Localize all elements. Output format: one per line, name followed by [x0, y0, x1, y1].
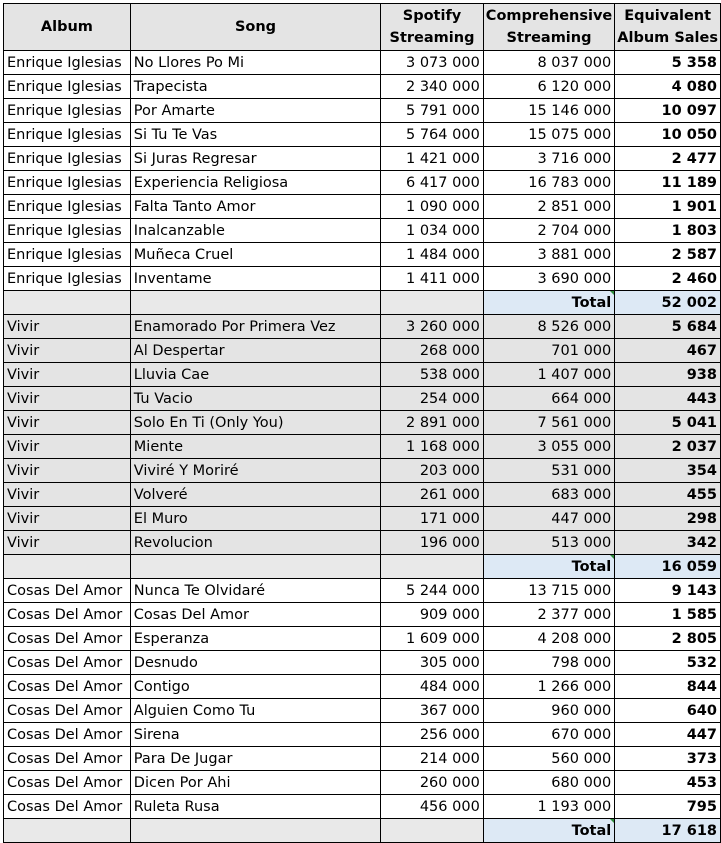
equivalent-album-sales-cell[interactable]: 795 — [615, 795, 721, 819]
spotify-streaming-cell[interactable]: 2 891 000 — [381, 411, 484, 435]
equivalent-album-sales-cell[interactable]: 532 — [615, 651, 721, 675]
comprehensive-streaming-cell[interactable]: 7 561 000 — [483, 411, 614, 435]
song-cell[interactable]: El Muro — [130, 507, 380, 531]
album-cell[interactable]: Enrique Iglesias — [4, 51, 131, 75]
song-cell[interactable]: Enamorado Por Primera Vez — [130, 315, 380, 339]
empty-cell[interactable] — [130, 555, 380, 579]
equivalent-album-sales-cell[interactable]: 447 — [615, 723, 721, 747]
spotify-streaming-cell[interactable]: 2 340 000 — [381, 75, 484, 99]
equivalent-album-sales-cell[interactable]: 640 — [615, 699, 721, 723]
equivalent-album-sales-cell[interactable]: 373 — [615, 747, 721, 771]
song-cell[interactable]: Viviré Y Moriré — [130, 459, 380, 483]
spotify-streaming-cell[interactable]: 1 090 000 — [381, 195, 484, 219]
equivalent-album-sales-cell[interactable]: 4 080 — [615, 75, 721, 99]
spotify-streaming-cell[interactable]: 203 000 — [381, 459, 484, 483]
equivalent-album-sales-cell[interactable]: 1 803 — [615, 219, 721, 243]
album-cell[interactable]: Vivir — [4, 507, 131, 531]
total-row — [4, 291, 721, 315]
comprehensive-streaming-cell[interactable]: 8 037 000 — [483, 51, 614, 75]
table-row — [4, 219, 721, 243]
equivalent-album-sales-cell[interactable]: 5 358 — [615, 51, 721, 75]
error-indicator-icon — [609, 555, 615, 561]
header-spotify-line2: Streaming — [389, 30, 475, 46]
table-row — [4, 603, 721, 627]
song-cell[interactable]: Falta Tanto Amor — [130, 195, 380, 219]
spotify-streaming-cell[interactable]: 538 000 — [381, 363, 484, 387]
comprehensive-streaming-cell[interactable]: 798 000 — [483, 651, 614, 675]
table-row — [4, 651, 721, 675]
comprehensive-streaming-cell[interactable]: 2 704 000 — [483, 219, 614, 243]
equivalent-album-sales-cell[interactable]: 2 477 — [615, 147, 721, 171]
header-equivalent-line1: Equivalent — [624, 8, 712, 24]
table-row — [4, 363, 721, 387]
table-row — [4, 51, 721, 75]
album-cell[interactable]: Vivir — [4, 435, 131, 459]
equivalent-album-sales-cell[interactable]: 9 143 — [615, 579, 721, 603]
equivalent-album-sales-cell[interactable]: 1 901 — [615, 195, 721, 219]
comprehensive-streaming-cell[interactable]: 670 000 — [483, 723, 614, 747]
total-label-cell[interactable] — [483, 555, 614, 579]
empty-cell[interactable] — [130, 819, 380, 843]
song-cell[interactable]: Sirena — [130, 723, 380, 747]
empty-cell[interactable] — [130, 291, 380, 315]
spotify-streaming-cell[interactable]: 256 000 — [381, 723, 484, 747]
table-row — [4, 171, 721, 195]
spotify-streaming-cell[interactable]: 909 000 — [381, 603, 484, 627]
equivalent-album-sales-cell[interactable]: 354 — [615, 459, 721, 483]
album-cell[interactable]: Enrique Iglesias — [4, 171, 131, 195]
song-cell[interactable]: Dicen Por Ahi — [130, 771, 380, 795]
comprehensive-streaming-cell[interactable]: 3 881 000 — [483, 243, 614, 267]
spotify-streaming-cell[interactable]: 5 764 000 — [381, 123, 484, 147]
album-cell[interactable]: Cosas Del Amor — [4, 747, 131, 771]
header-equivalent-line2: Album Sales — [617, 30, 718, 46]
comprehensive-streaming-cell[interactable]: 6 120 000 — [483, 75, 614, 99]
header-comprehensive-streaming[interactable] — [483, 4, 614, 51]
comprehensive-streaming-cell[interactable]: 531 000 — [483, 459, 614, 483]
table-row — [4, 723, 721, 747]
total-value-cell[interactable]: 52 002 — [615, 291, 721, 315]
comprehensive-streaming-cell[interactable]: 3 716 000 — [483, 147, 614, 171]
album-cell[interactable]: Enrique Iglesias — [4, 99, 131, 123]
song-cell[interactable]: Al Despertar — [130, 339, 380, 363]
equivalent-album-sales-cell[interactable]: 5 041 — [615, 411, 721, 435]
empty-cell[interactable] — [381, 291, 484, 315]
table-row — [4, 75, 721, 99]
album-cell[interactable]: Cosas Del Amor — [4, 603, 131, 627]
album-cell[interactable]: Vivir — [4, 483, 131, 507]
song-cell[interactable]: Esperanza — [130, 627, 380, 651]
album-cell[interactable]: Cosas Del Amor — [4, 771, 131, 795]
song-cell[interactable]: Volveré — [130, 483, 380, 507]
album-cell[interactable]: Enrique Iglesias — [4, 219, 131, 243]
song-cell[interactable]: Revolucion — [130, 531, 380, 555]
total-label-cell[interactable] — [483, 291, 614, 315]
table-row — [4, 243, 721, 267]
spotify-streaming-cell[interactable]: 254 000 — [381, 387, 484, 411]
header-equivalent-album-sales[interactable] — [615, 4, 721, 51]
song-cell[interactable]: Inalcanzable — [130, 219, 380, 243]
comprehensive-streaming-cell[interactable]: 701 000 — [483, 339, 614, 363]
comprehensive-streaming-cell[interactable]: 513 000 — [483, 531, 614, 555]
spotify-streaming-cell[interactable]: 367 000 — [381, 699, 484, 723]
spotify-streaming-cell[interactable]: 484 000 — [381, 675, 484, 699]
comprehensive-streaming-cell[interactable]: 2 377 000 — [483, 603, 614, 627]
album-cell[interactable]: Cosas Del Amor — [4, 795, 131, 819]
song-cell[interactable]: Miente — [130, 435, 380, 459]
song-cell[interactable]: Desnudo — [130, 651, 380, 675]
total-value-cell[interactable]: 16 059 — [615, 555, 721, 579]
spotify-streaming-cell[interactable]: 1 168 000 — [381, 435, 484, 459]
empty-cell[interactable] — [4, 555, 131, 579]
empty-cell[interactable] — [4, 819, 131, 843]
song-cell[interactable]: Lluvia Cae — [130, 363, 380, 387]
spotify-streaming-cell[interactable]: 268 000 — [381, 339, 484, 363]
table-row — [4, 411, 721, 435]
table-row — [4, 795, 721, 819]
album-cell[interactable]: Vivir — [4, 411, 131, 435]
album-cell[interactable]: Vivir — [4, 315, 131, 339]
table-row — [4, 123, 721, 147]
empty-cell[interactable] — [381, 555, 484, 579]
table-row — [4, 675, 721, 699]
song-cell[interactable]: No Llores Po Mi — [130, 51, 380, 75]
song-cell[interactable]: Nunca Te Olvidaré — [130, 579, 380, 603]
album-cell[interactable]: Vivir — [4, 363, 131, 387]
album-cell[interactable]: Vivir — [4, 387, 131, 411]
table-row — [4, 699, 721, 723]
comprehensive-streaming-cell[interactable]: 13 715 000 — [483, 579, 614, 603]
empty-cell[interactable] — [381, 819, 484, 843]
equivalent-album-sales-cell[interactable]: 938 — [615, 363, 721, 387]
empty-cell[interactable] — [4, 291, 131, 315]
album-cell[interactable]: Cosas Del Amor — [4, 699, 131, 723]
equivalent-album-sales-cell[interactable]: 1 585 — [615, 603, 721, 627]
song-cell[interactable]: Cosas Del Amor — [130, 603, 380, 627]
spotify-streaming-cell[interactable]: 214 000 — [381, 747, 484, 771]
album-cell[interactable]: Enrique Iglesias — [4, 267, 131, 291]
song-cell[interactable]: Solo En Ti (Only You) — [130, 411, 380, 435]
equivalent-album-sales-cell[interactable]: 2 037 — [615, 435, 721, 459]
song-cell[interactable]: Trapecista — [130, 75, 380, 99]
header-spotify-streaming[interactable] — [381, 4, 484, 51]
song-cell[interactable]: Por Amarte — [130, 99, 380, 123]
table-row — [4, 99, 721, 123]
table-row — [4, 339, 721, 363]
song-cell[interactable]: Experiencia Religiosa — [130, 171, 380, 195]
spotify-streaming-cell[interactable]: 260 000 — [381, 771, 484, 795]
spotify-streaming-cell[interactable]: 1 411 000 — [381, 267, 484, 291]
total-label: Total — [571, 294, 612, 311]
spotify-streaming-cell[interactable]: 1 421 000 — [381, 147, 484, 171]
song-cell[interactable]: Tu Vacio — [130, 387, 380, 411]
album-cell[interactable]: Cosas Del Amor — [4, 651, 131, 675]
spotify-streaming-cell[interactable]: 261 000 — [381, 483, 484, 507]
error-indicator-icon — [609, 819, 615, 825]
album-cell[interactable]: Cosas Del Amor — [4, 723, 131, 747]
equivalent-album-sales-cell[interactable]: 844 — [615, 675, 721, 699]
table-row — [4, 315, 721, 339]
spotify-streaming-cell[interactable]: 456 000 — [381, 795, 484, 819]
spotify-streaming-cell[interactable]: 196 000 — [381, 531, 484, 555]
comprehensive-streaming-cell[interactable]: 960 000 — [483, 699, 614, 723]
total-label: Total — [571, 822, 612, 839]
table-row — [4, 507, 721, 531]
equivalent-album-sales-cell[interactable]: 10 097 — [615, 99, 721, 123]
table-row — [4, 459, 721, 483]
spotify-streaming-cell[interactable]: 5 244 000 — [381, 579, 484, 603]
equivalent-album-sales-cell[interactable]: 11 189 — [615, 171, 721, 195]
table-header — [4, 4, 721, 51]
table-row — [4, 387, 721, 411]
comprehensive-streaming-cell[interactable]: 1 266 000 — [483, 675, 614, 699]
album-cell[interactable]: Enrique Iglesias — [4, 75, 131, 99]
total-value-cell[interactable]: 17 618 — [615, 819, 721, 843]
comprehensive-streaming-cell[interactable]: 3 690 000 — [483, 267, 614, 291]
sales-table — [3, 3, 721, 843]
spotify-streaming-cell[interactable]: 171 000 — [381, 507, 484, 531]
comprehensive-streaming-cell[interactable]: 15 146 000 — [483, 99, 614, 123]
comprehensive-streaming-cell[interactable]: 447 000 — [483, 507, 614, 531]
table-row — [4, 483, 721, 507]
spotify-streaming-cell[interactable]: 6 417 000 — [381, 171, 484, 195]
table-row — [4, 147, 721, 171]
equivalent-album-sales-cell[interactable]: 453 — [615, 771, 721, 795]
total-label-cell[interactable] — [483, 819, 614, 843]
table-row — [4, 747, 721, 771]
table-row — [4, 627, 721, 651]
song-cell[interactable]: Alguien Como Tu — [130, 699, 380, 723]
equivalent-album-sales-cell[interactable]: 467 — [615, 339, 721, 363]
header-spotify-line1: Spotify — [402, 8, 462, 24]
song-cell[interactable]: Muñeca Cruel — [130, 243, 380, 267]
header-comprehensive-line1: Comprehensive — [485, 8, 613, 24]
song-cell[interactable]: Para De Jugar — [130, 747, 380, 771]
spotify-streaming-cell[interactable]: 1 034 000 — [381, 219, 484, 243]
table-body — [4, 51, 721, 843]
table-row — [4, 579, 721, 603]
album-cell[interactable]: Vivir — [4, 339, 131, 363]
album-cell[interactable]: Vivir — [4, 531, 131, 555]
comprehensive-streaming-cell[interactable]: 4 208 000 — [483, 627, 614, 651]
song-cell[interactable]: Contigo — [130, 675, 380, 699]
equivalent-album-sales-cell[interactable]: 455 — [615, 483, 721, 507]
table-row — [4, 435, 721, 459]
spotify-streaming-cell[interactable]: 305 000 — [381, 651, 484, 675]
equivalent-album-sales-cell[interactable]: 342 — [615, 531, 721, 555]
comprehensive-streaming-cell[interactable]: 8 526 000 — [483, 315, 614, 339]
error-indicator-icon — [609, 291, 615, 297]
album-cell[interactable]: Cosas Del Amor — [4, 675, 131, 699]
equivalent-album-sales-cell[interactable]: 443 — [615, 387, 721, 411]
header-song[interactable]: Song — [130, 4, 380, 51]
song-cell[interactable]: Inventame — [130, 267, 380, 291]
album-cell[interactable]: Enrique Iglesias — [4, 243, 131, 267]
album-cell[interactable]: Cosas Del Amor — [4, 627, 131, 651]
comprehensive-streaming-cell[interactable]: 683 000 — [483, 483, 614, 507]
spotify-streaming-cell[interactable]: 5 791 000 — [381, 99, 484, 123]
total-row — [4, 819, 721, 843]
equivalent-album-sales-cell[interactable]: 2 805 — [615, 627, 721, 651]
comprehensive-streaming-cell[interactable]: 664 000 — [483, 387, 614, 411]
comprehensive-streaming-cell[interactable]: 3 055 000 — [483, 435, 614, 459]
spotify-streaming-cell[interactable]: 3 073 000 — [381, 51, 484, 75]
song-cell[interactable]: Si Juras Regresar — [130, 147, 380, 171]
song-cell[interactable]: Ruleta Rusa — [130, 795, 380, 819]
equivalent-album-sales-cell[interactable]: 298 — [615, 507, 721, 531]
table-row — [4, 771, 721, 795]
comprehensive-streaming-cell[interactable]: 16 783 000 — [483, 171, 614, 195]
comprehensive-streaming-cell[interactable]: 2 851 000 — [483, 195, 614, 219]
album-cell[interactable]: Enrique Iglesias — [4, 195, 131, 219]
total-row — [4, 555, 721, 579]
album-cell[interactable]: Vivir — [4, 459, 131, 483]
spotify-streaming-cell[interactable]: 1 609 000 — [381, 627, 484, 651]
album-cell[interactable]: Enrique Iglesias — [4, 147, 131, 171]
comprehensive-streaming-cell[interactable]: 1 407 000 — [483, 363, 614, 387]
song-cell[interactable]: Si Tu Te Vas — [130, 123, 380, 147]
album-cell[interactable]: Cosas Del Amor — [4, 579, 131, 603]
total-label: Total — [571, 558, 612, 575]
table-row — [4, 267, 721, 291]
comprehensive-streaming-cell[interactable]: 15 075 000 — [483, 123, 614, 147]
header-album[interactable]: Album — [4, 4, 131, 51]
equivalent-album-sales-cell[interactable]: 2 587 — [615, 243, 721, 267]
header-comprehensive-line2: Streaming — [506, 30, 592, 46]
equivalent-album-sales-cell[interactable]: 2 460 — [615, 267, 721, 291]
comprehensive-streaming-cell[interactable]: 680 000 — [483, 771, 614, 795]
table-row — [4, 531, 721, 555]
comprehensive-streaming-cell[interactable]: 1 193 000 — [483, 795, 614, 819]
table-row — [4, 195, 721, 219]
equivalent-album-sales-cell[interactable]: 10 050 — [615, 123, 721, 147]
album-cell[interactable]: Enrique Iglesias — [4, 123, 131, 147]
spotify-streaming-cell[interactable]: 3 260 000 — [381, 315, 484, 339]
equivalent-album-sales-cell[interactable]: 5 684 — [615, 315, 721, 339]
spotify-streaming-cell[interactable]: 1 484 000 — [381, 243, 484, 267]
comprehensive-streaming-cell[interactable]: 560 000 — [483, 747, 614, 771]
